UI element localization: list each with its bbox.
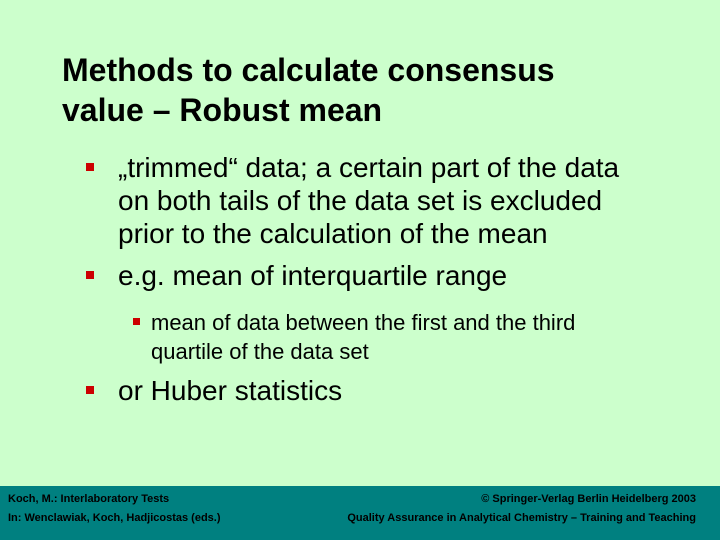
footer-citation	[8, 490, 221, 528]
bullet-line: „trimmed“ data; a certain part of the data	[118, 152, 620, 183]
red-square-icon	[133, 318, 140, 325]
sub-bullet-item	[133, 308, 703, 366]
slide-title	[62, 50, 682, 130]
bullet-list	[86, 151, 706, 301]
sub-bullet-line: mean of data between the first and the third	[151, 310, 576, 335]
slide-title-line-1: Methods to calculate consensus	[62, 52, 555, 88]
footer-bar	[0, 486, 720, 540]
red-square-icon	[86, 163, 94, 171]
footer-editors: In: Wenclawiak, Koch, Hadjicostas (eds.)	[8, 512, 221, 524]
sub-bullet-line: quartile of the data set	[151, 339, 369, 364]
red-square-icon	[86, 386, 94, 394]
bullet-line: on both tails of the data set is excluded	[118, 185, 603, 216]
red-square-icon	[86, 271, 94, 279]
bullet-line: e.g. mean of interquartile range	[118, 260, 508, 291]
bullet-item-huber	[86, 374, 718, 407]
bullet-item-interquartile	[86, 259, 706, 292]
bullet-line: prior to the calculation of the mean	[118, 218, 548, 249]
slide-title-line-2: value – Robust mean	[62, 92, 383, 128]
footer-copyright	[347, 490, 696, 528]
sub-bullet-list	[133, 308, 703, 366]
bullet-item-trimmed-data	[86, 151, 706, 250]
footer-publisher: © Springer-Verlag Berlin Heidelberg 2003	[481, 493, 696, 505]
footer-book-title: Quality Assurance in Analytical Chemistry – Training and Teaching	[347, 512, 696, 524]
bullet-line: or Huber statistics	[118, 375, 343, 406]
footer-author: Koch, M.: Interlaboratory Tests	[8, 493, 170, 505]
